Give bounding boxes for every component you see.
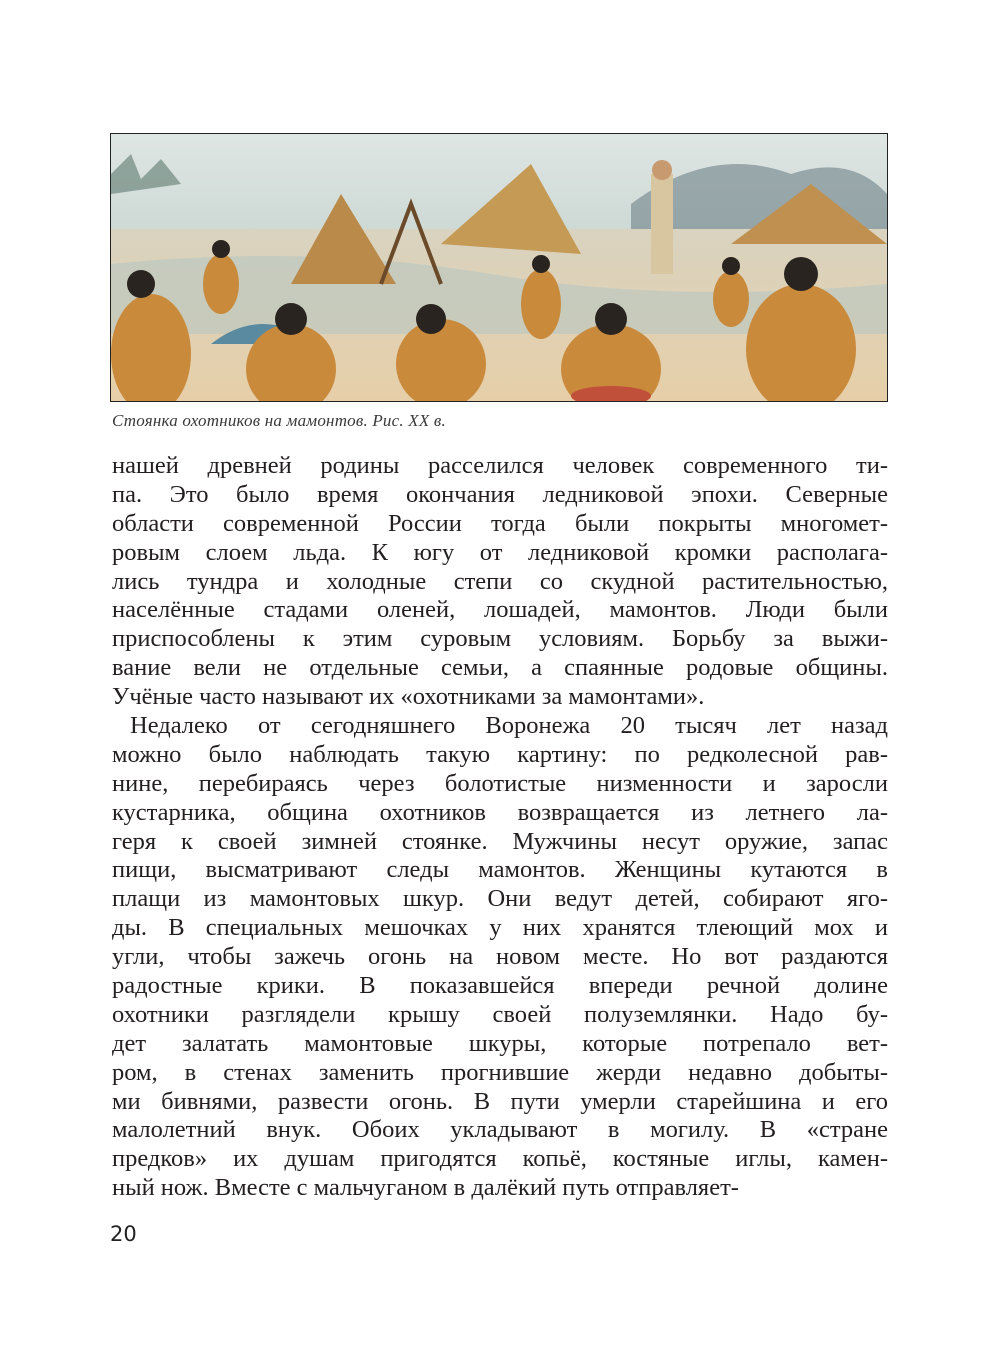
text-line: плащи из мамонтовых шкур. Они ведут детей, собирают яго- [112, 885, 888, 913]
text-line: Учёные часто называют их «охотниками за мамонтами». [112, 683, 705, 711]
page-number: 20 [110, 1222, 137, 1246]
text-line: радостные крики. В показавшейся впереди речной долине [112, 972, 888, 1000]
text-line: лись тундра и холодные степи со скудной растительностью, [112, 567, 888, 595]
text-line: пищи, высматривают следы мамонтов. Женщины кутаются в [112, 856, 888, 884]
text-line: геря к своей зимней стоянке. Мужчины несут оружие, запас [112, 827, 888, 855]
text-line: нине, перебираясь через болотистые низменности и заросли [112, 769, 888, 797]
text-line: малолетний внук. Обоих укладывают в могилу. В «стране [112, 1116, 888, 1144]
paragraph [112, 452, 888, 712]
text-line: ми бивнями, развести огонь. В пути умерли старейшина и его [112, 1087, 888, 1115]
figure-caption: Стоянка охотников на мамонтов. Рис. XX в. [112, 411, 446, 430]
text-line: Недалеко от сегодняшнего Воронежа 20 тысяч лет назад [130, 712, 888, 740]
text-line: охотники разглядели крышу своей полуземлянки. Надо бу- [112, 1000, 888, 1028]
text-line: предков» их душам пригодятся копьё, костяные иглы, камен- [112, 1145, 888, 1173]
text-line: области современной России тогда были покрыты многомет- [112, 509, 888, 537]
text-line: ровым слоем льда. К югу от ледниковой кромки располага- [112, 538, 888, 566]
text-line: дет залатать мамонтовые шкуры, которые потрепало вет- [112, 1029, 888, 1057]
text-line: нашей древней родины расселился человек современного ти- [112, 452, 888, 479]
text-line: ром, в стенах заменить прогнившие жерди недавно добыты- [112, 1058, 888, 1086]
text-line: можно было наблюдать такую картину: по редколесной рав- [112, 740, 888, 768]
text-line: ный нож. Вместе с мальчуганом в далёкий путь отправляет- [112, 1174, 739, 1202]
illustration-image [111, 134, 887, 401]
text-line: па. Это было время окончания ледниковой эпохи. Северные [112, 480, 888, 508]
text-line: угли, чтобы зажечь огонь на новом месте. Но вот раздаются [112, 943, 888, 971]
text-line: приспособлены к этим суровым условиям. Борьбу за выжи- [112, 625, 888, 653]
body-text [112, 452, 888, 1203]
text-line: населённые стадами оленей, лошадей, мамонтов. Люди были [112, 596, 888, 624]
text-line: ды. В специальных мешочках у них хранятся тлеющий мох и [112, 914, 888, 942]
text-line: вание вели не отдельные семьи, а спаянные родовые общины. [112, 654, 888, 682]
text-line: кустарника, община охотников возвращается из летнего ла- [112, 798, 888, 826]
illustration-mammoth-hunters-camp [110, 133, 888, 402]
paragraph [112, 712, 888, 1203]
